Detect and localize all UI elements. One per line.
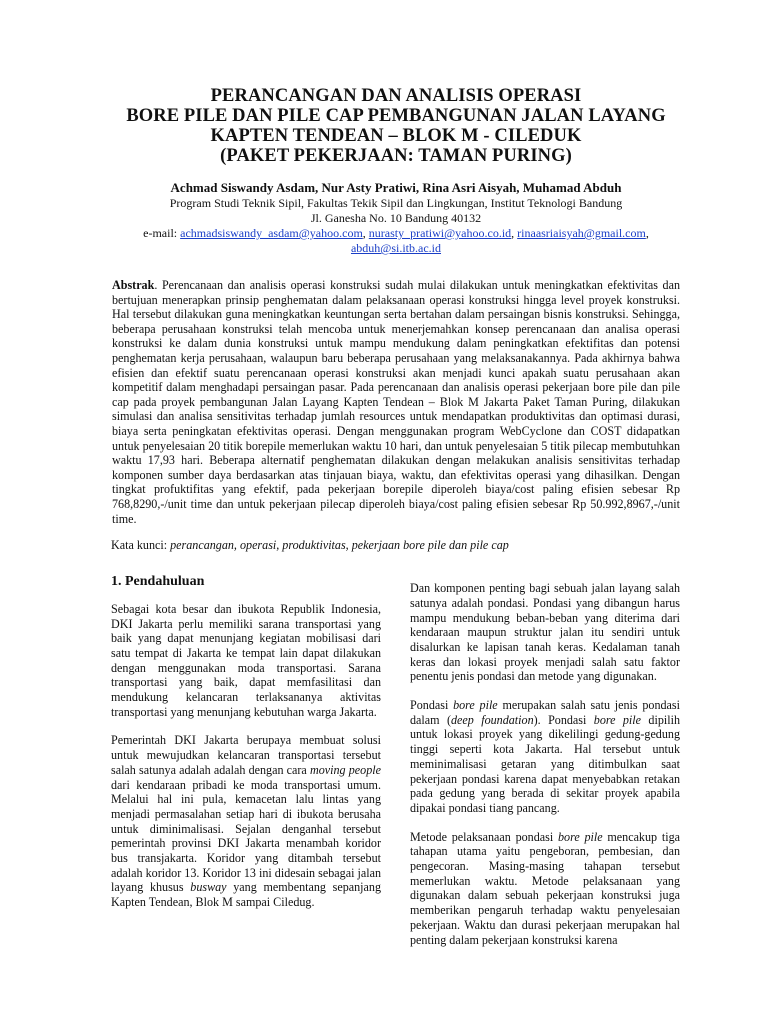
keywords [111, 538, 680, 553]
paper-title [112, 0, 680, 166]
email-link-abduh[interactable]: abduh@si.itb.ac.id [350, 241, 442, 255]
email-line: e-mail: achmadsiswandy_asdam@yahoo.com, nurasty_pratiwi@yahoo.co.id, rinaasriaisyah@gmail.com, [143, 226, 649, 240]
keywords-label: Kata kunci: [111, 538, 171, 553]
paragraph: Sebagai kota besar dan ibukota Republik Indonesia, DKI Jakarta perlu memiliki sarana transportasi yang baik yang dapat menunjang kegiatan mobilisasi dari satu tempat di Jakarta ke tempat lain dapat dilakukan dengan menggunakan moda transportasi. Sarana transportasi yang baik, dapat memfasilitasi dan mendukung kelancaran terlaksananya aktivitas transportasi yang menunjang kebutuhan warga Jakarta. [111, 601, 381, 719]
left-column [111, 559, 381, 961]
right-column [410, 581, 680, 961]
paragraph: Pondasi bore pile merupakan salah satu jenis pondasi dalam (deep foundation). Pondasi bore pile dipilih untuk lokasi proyek yang dikelilingi gedung-gedung tinggi seperti kota Jakarta. Hal tersebut untuk meminimalisasi getaran yang ditimbulkan saat pekerjaan pondasi karena dapat menyebabkan retakan pada gedung yang berada di sekitar proyek apabila dipakai pondasi tiang pancang. [410, 698, 680, 815]
body-columns [111, 559, 680, 961]
title-line: (PAKET PEKERJAAN: TAMAN PURING) [220, 146, 572, 166]
title-line: PERANCANGAN DAN ANALISIS OPERASI [210, 86, 582, 106]
author-list: Achmad Siswandy Asdam, Nur Asty Pratiwi, Rina Asri Aisyah, Muhamad Abduh [170, 180, 622, 195]
email-line-2 [112, 241, 680, 256]
email-link-asdam[interactable]: achmadsiswandy_asdam@yahoo.com [180, 226, 363, 240]
paragraph: Metode pelaksanaan pondasi bore pile mencakup tiga tahapan utama yaitu pengeboran, pembesian, dan pengecoran. Masing-masing tahapan tersebut memerlukan waktu. Metode pelaksanaan yang digunakan dalam sebuah pekerjaan konstruksi juga memberikan pengaruh terhadap waktu penyelesaian pekerjaan. Waktu dan durasi pekerjaan merupakan hal penting dalam pekerjaan konstruksi karena [410, 829, 680, 947]
paragraph: Dan komponen penting bagi sebuah jalan layang salah satunya adalah pondasi. Pondasi yang dibangun harus mampu mendukung beban-beban yang diterima dari kendaraan maupun struktur jalan itu sendiri untuk disalurkan ke lapisan tanah keras. Kedalaman tanah keras dan lokasi proyek menjadi salah satu faktor penentu jenis pondasi dan metode yang digunakan. [410, 581, 680, 684]
email-link-pratiwi[interactable]: nurasty_pratiwi@yahoo.co.id [368, 226, 512, 240]
abstract [112, 278, 680, 526]
paragraph: Pemerintah DKI Jakarta berupaya membuat solusi untuk mewujudkan kelancaran transportasi tersebut salah satunya adalah adalah dengan cara moving people dari kendaraan pribadi ke moda transportasi umum. Melalui hal ini pula, kemacetan lalu lintas yang menjadi permasalahan setiap hari di ibukota berusaha untuk diminimalisasi. Sejalan denganhal tersebut pemerintah provinsi DKI Jakarta menambah koridor bus transjakarta. Koridor yang ditambah tersebut adalah koridor 13. Koridor 13 ini didesain sebagai jalan layang khusus busway yang membentang sepanjang Kapten Tendean, Blok M sampai Ciledug. [111, 733, 382, 910]
affiliation: Program Studi Teknik Sipil, Fakultas Tekik Sipil dan Lingkungan, Institut Teknologi Bandung [169, 196, 623, 210]
email-label: e-mail: [143, 226, 181, 240]
abstract-text: . Perencanaan dan analisis operasi konstruksi sudah mulai dilakukan untuk meningkatkan efektivitas dan bertujuan menerapkan prinsip penghematan dalam pelaksanaan operasi konstruksi hingga level proyek konstruksi. Hal tersebut dilakukan guna meningkatkan keuntungan serta bertahan dalam persaingan bisnis konstruksi. Sehingga, beberapa perusahaan konstruksi telah mencoba untuk menerjemahkan konsep perencanaan dan analisa operasi konstruksi ke dalam dunia konstruksi untuk mampu mendukung dalam peningkatkan efektifitas dan potensi penghematan kerja perusahaan, walaupun baru beberapa perusahaan yang melaksanakannya. Pada akhirnya bahwa efisien dan efektif suatu perencanaan operasi konstruksi akan menjadi kunci apakah suatu perusahaan akan kompetitif dalam menghadapi persaingan pasar. Pada perencanaan dan analisis operasi pekerjaan bore pile dan pile cap pada proyek pembangunan Jalan Layang Kapten Tendean – Blok M Jakarta Paket Taman Puring, dilakukan simulasi dan analisa sensitivitas terhadap jumlah resources untuk mendapatkan produktivitas dan optimasi durasi, biaya serta peningkatan efektivitas operasi. Dengan menggunakan program WebCyclone dan COST didapatkan untuk penyelesaian 20 titik borepile memerlukan waktu 10 hari, dan untuk penyelesaian 5 titik pilecap membutuhkan waktu 17,93 hari. Beberapa alternatif penghematan dilakukan dengan melakukan analisis sensitivitas terhadap komponen sumber daya berdasarkan atas tinjauan biaya, waktu, dan efektivitas operasi yang dihasilkan. Dengan tingkat profuktifitas yang efektif, pada pekerjaan borepile diperoleh biaya/cost paling efisien sebesar Rp 768,8290,-/unit time dan untuk pekerjaan pilecap diperoleh biaya/cost paling efisien sebesar Rp 50.992,8967,-/unit time. [112, 278, 680, 526]
section-heading: 1. Pendahuluan [111, 574, 205, 590]
title-line: BORE PILE DAN PILE CAP PEMBANGUNAN JALAN LAYANG [126, 106, 666, 126]
address: Jl. Ganesha No. 10 Bandung 40132 [310, 211, 482, 225]
title-line: KAPTEN TENDEAN – BLOK M - CILEDUK [210, 126, 582, 146]
abstract-label: Abstrak [112, 278, 155, 292]
keywords-list: perancangan, operasi, produktivitas, pekerjaan bore pile dan pile cap [170, 538, 509, 553]
email-link-aisyah[interactable]: rinaasriaisyah@gmail.com [517, 226, 646, 240]
